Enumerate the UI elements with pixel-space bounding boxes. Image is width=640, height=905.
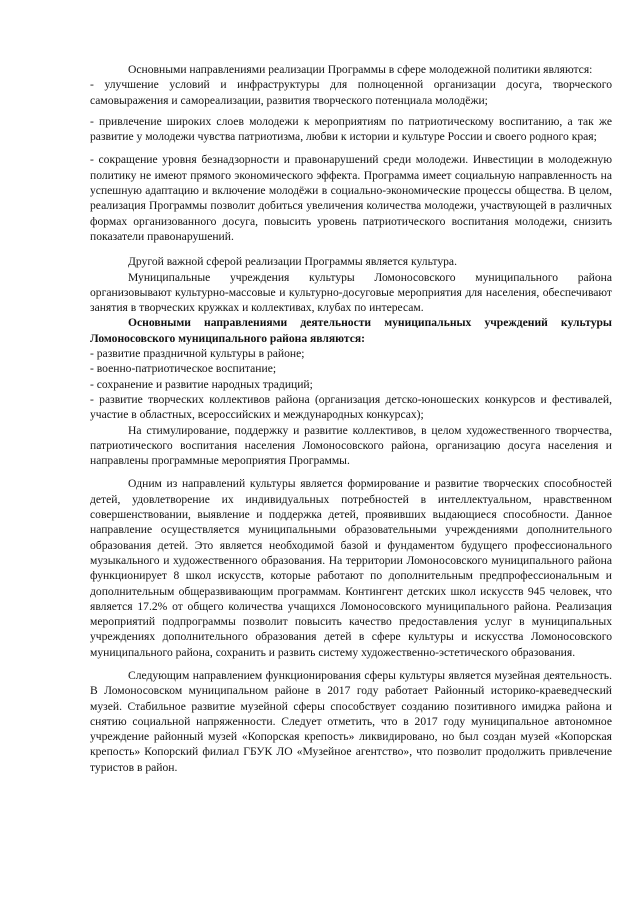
arts-schools-paragraph: Одним из направлений культуры является формирование и развитие творческих способностей детей, удовлетворение их индивидуальных потребностей в интеллектуальном, нравственном совершенствовании, выявление и поддержка детей, проявивших выдающиеся способности. Данное направление осуществляется муниципальными образовательными учреждениями дополнительного образования детей. Это является необходимой базой и фундаментом будущего профессионального музыкального и художественного образования. На территории Ломоносовского муниципального района функционирует 8 школ искусств, которые работают по дополнительным предпрофессиональным и дополнительным общеразвивающим программам. Контингент детских школ искусств 945 человек, что является 17.2% от общего количества учащихся Ломоносовского муниципального района. Реализация мероприятий подпрограммы позволит повысить качество предоставления услуг в муниципальных учреждениях дополнительного образования детей в сфере культуры и искусства Ломоносовского муниципального района, сохранить и развить систему художественно-эстетического образования. [90, 477, 612, 659]
culture-item-collectives: - развитие творческих коллективов района (организация детско-юношеских конкурсов и фестивалей, участие в областных, всероссийских и международных конкурсах); [90, 392, 612, 422]
culture-support: На стимулирование, поддержку и развитие коллективов, в целом художественного творчества, патриотического воспитания населения Ломоносовского района, организацию досуга населения и направлены программные мероприятия Программы. [90, 423, 612, 468]
culture-item-traditions: - сохранение и развитие народных традиций; [90, 377, 313, 391]
culture-item-military: - военно-патриотическое воспитание; [90, 362, 277, 376]
youth-policy-intro: Основными направлениями реализации Программы в сфере молодежной политики являются: [128, 63, 593, 76]
culture-institutions: Муниципальные учреждения культуры Ломоносовского муниципального района организовывают культурно-массовые и культурно-досуговые мероприятия для населения, обеспечивают занятия в творческих кружках и коллективах, клубах по интересам. [90, 270, 612, 315]
culture-item-festive: - развитие праздничной культуры в районе; [90, 347, 305, 361]
museum-paragraph: Следующим направлением функционирования сферы культуры является музейная деятельность. В Ломоносовском муниципальном районе в 2017 году работает Районный историко-краеведческий музей. Стабильное развитие музейной сферы способствует созданию позитивного имиджа района и снятию социальной напряженности. Следует отметить, что в 2017 году муниципальное автономное учреждение районный музей «Копорская крепость» ликвидировано, но был создан музей «Копорская крепость» Копорский филиал ГБУК ЛО «Музейное агентство», что позволит продолжить привлечение туристов в район. [90, 668, 612, 774]
youth-policy-item-conditions: - улучшение условий и инфраструктуры для полноценной организации досуга, творческого самовыражения и самореализации, развития творческого потенциала молодёжи; [90, 78, 612, 107]
youth-policy-item-offenses: - сокращение уровня безнадзорности и правонарушений среди молодежи. Инвестиции в молодежную политику не имеют прямого экономического эффекта. Программа имеет социальную направленность на успешную адаптацию и включение молодёжи в социально-экономические процессы общества. В целом, реализация Программы позволит добиться увеличения количества молодежи, участвующей в различных формах организованного досуга, повысить уровень патриотического воспитания молодежи, снизить показатели правонарушений. [90, 153, 612, 243]
document-page [90, 62, 612, 775]
culture-directions-heading: Основными направлениями деятельности муниципальных учреждений культуры Ломоносовского муниципального района являются: [90, 316, 612, 345]
culture-intro: Другой важной сферой реализации Программы является культура. [128, 255, 457, 269]
youth-policy-item-patriotism: - привлечение широких слоев молодежи к мероприятиям по патриотическому воспитанию, а так же развитие у молодежи чувства патриотизма, любви к истории и культуре России и своего родного края; [90, 114, 612, 144]
